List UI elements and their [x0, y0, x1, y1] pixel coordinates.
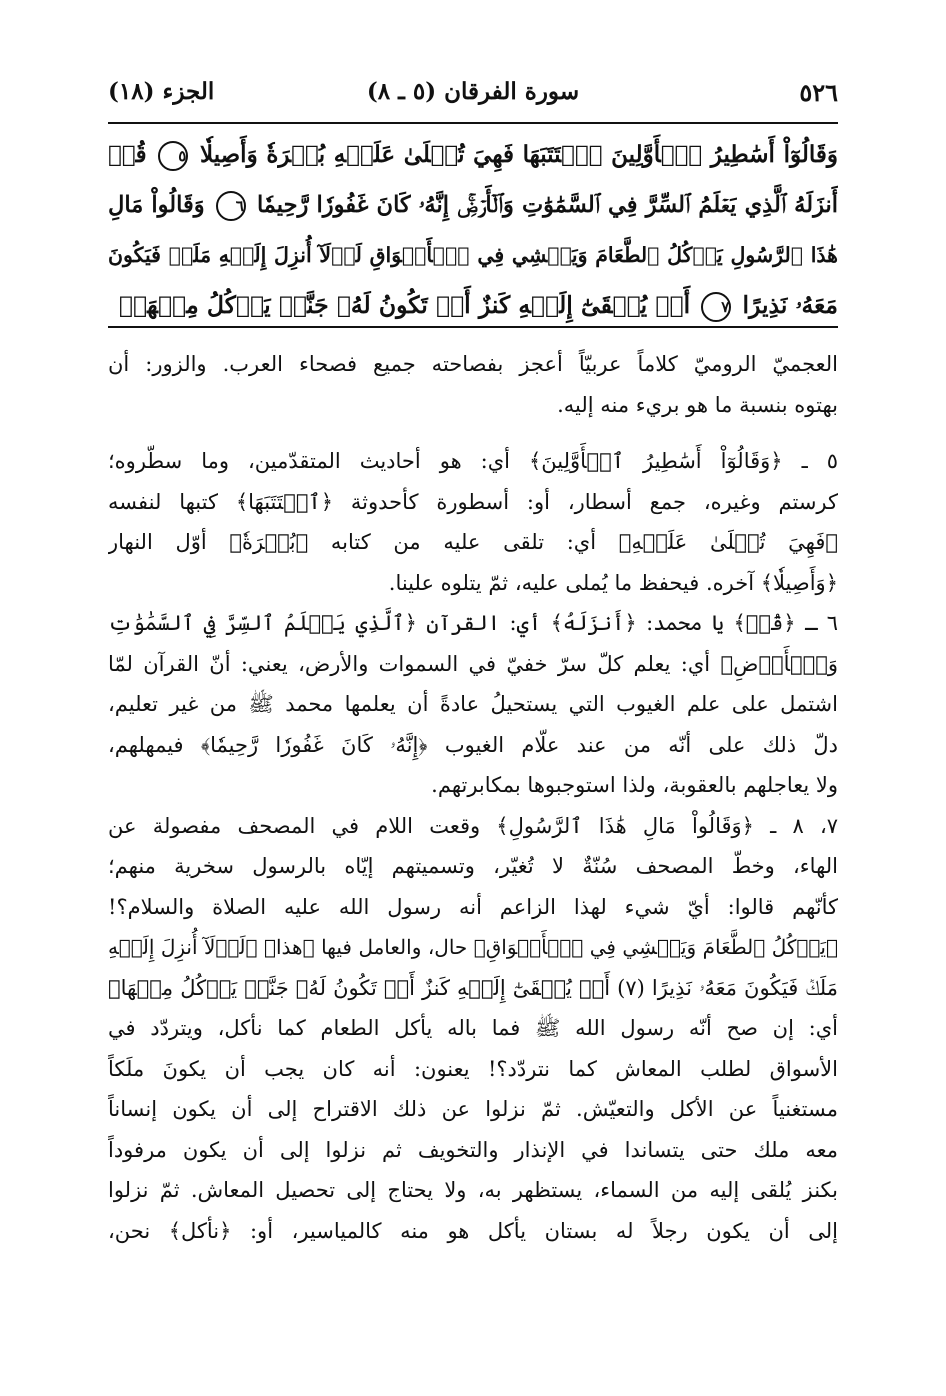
quran-verses-block — [108, 130, 838, 330]
verses-divider — [108, 326, 838, 328]
quran-line — [108, 280, 838, 330]
quran-line — [108, 180, 838, 230]
ayah-number-mark: ٦ — [216, 191, 246, 221]
commentary-line: معه ملك حتى يتساندا في الإنذار والتخويف ثم نزلوا إلى أن يكون مرفوداً — [108, 1137, 838, 1162]
verse-text: قُلۡ — [108, 141, 147, 168]
commentary-line: ٧، ٨ ـ ﴿وَقَالُواْ مَالِ هَٰذَا ٱلرَّسُولِ﴾ وقعت اللام في المصحف مفصولة عن — [108, 813, 838, 838]
commentary-line: بكنز يُلقى إليه من السماء، يستظهر به، ولا يحتاج إلى تحصيل المعاش. ثمّ نزلوا — [108, 1178, 838, 1202]
commentary-line: مَلَكٞ فَيَكُونَ مَعَهُۥ نَذِيرًا (٧) أَوۡ يُلۡقَىٰٓ إِلَيۡهِ كَنزٌ أَوۡ تَكُونُ لَهُۥ جَنَّةٞ يَأۡكُلُ مِنۡهَا﴾ — [108, 975, 838, 1000]
commentary-line: كأنّهم قالوا: أيّ شيء لهذا الزاعم أنه رسول الله عليه الصلاة والسلام؟! — [108, 894, 838, 919]
header-divider — [108, 122, 838, 124]
commentary-line: أي: إن صح أنّه رسول الله ﷺ فما باله يأكل الطعام كما نأكل، ويتردّد في — [108, 1016, 838, 1040]
commentary-body — [108, 344, 838, 1251]
ayah-number-mark: ٥ — [158, 141, 188, 171]
commentary-line: ﴿يَأۡكُلُ ٱلطَّعَامَ وَيَمۡشِي فِي ٱلۡأَسۡوَاقِ﴾ حال، والعامل فيها ﴿هذا﴾ ﴿لَوۡلَآ أُنزِلَ إِلَيۡهِ — [108, 935, 838, 959]
verse-text: أَنزَلَهُ ٱلَّذِي يَعۡلَمُ ٱلسِّرَّ فِي ٱلسَّمَٰوَٰتِ وَٱلۡأَرۡضِۚ إِنَّهُۥ كَانَ غَفُورٗا رَّحِيمٗا — [256, 192, 838, 218]
commentary-line: اشتمل على علم الغيوب التي يستحيلُ عادةً أن يعلمها محمد ﷺ من غير تعليم، — [108, 692, 838, 716]
verse-text: هَٰذَا ٱلرَّسُولِ يَأۡكُلُ ٱلطَّعَامَ وَيَمۡشِي فِي ٱلۡأَسۡوَاقِ لَوۡلَآ أُنزِلَ إِلَيۡهِ مَلَكٞ فَيَكُونَ — [108, 243, 838, 267]
commentary-line: إلى أن يكون رجلاً له بستان يأكل هو منه كالمياسير، أو: ﴿نأكل﴾ نحن، — [108, 1218, 838, 1243]
commentary-line: ﴿فَهِيَ تُمۡلَىٰ عَلَيۡهِ﴾ أي: تلقى عليه من كتابه ﴿بُكۡرَةٗ﴾ أوّل النهار — [108, 530, 838, 554]
verse-text: وَقَالُواْ مَالِ — [108, 192, 205, 218]
commentary-line: الأسواق لطلب المعاش كما نتردّد؟! يعنون: أنه كان يجب أن يكونَ ملَكاً — [108, 1056, 838, 1081]
ayah-number-mark: ٧ — [701, 292, 731, 322]
commentary-line: ٦ ـ ﴿قُلۡ﴾ يا محمد: ﴿أَنزَلَهُ﴾ أي: القرآن ﴿ٱلَّذِي يَعۡلَمُ ٱلسِّرَّ فِي ٱلسَّمَٰوَٰتِ — [108, 611, 838, 635]
commentary-line: كرستم وغيره، جمع أسطار، أو: أسطورة كأحدوثة ﴿ٱكۡتَتَبَهَا﴾ كتبها لنفسه — [108, 489, 838, 514]
page-number: ٥٢٦ — [799, 78, 838, 107]
verse-text: أَوۡ يُلۡقَىٰٓ إِلَيۡهِ كَنزٌ أَوۡ تَكُونُ لَهُۥ جَنَّةٞ يَأۡكُلُ مِنۡهَاۚ — [118, 291, 691, 319]
commentary-line: الهاء، وخطّ المصحف سُنّةٌ لا تُغيّر، وتسميتهم إيّاه بالرسول سخرية منهم؛ — [108, 854, 838, 878]
juz-label: الجزء (١٨) — [108, 78, 215, 105]
commentary-line: مستغنياً عن الأكل والتعيّش. ثمّ نزلوا عن ذلك الاقتراح إلى أن يكون إنساناً — [108, 1097, 838, 1121]
commentary-line: وَٱلۡأَرۡضِ﴾ أي: يعلم كلّ سرّ خفيّ في السموات والأرض، يعني: أنّ القرآن لمّا — [108, 651, 838, 676]
commentary-line: ﴿وَأَصِيلٗا﴾ آخره. فيحفظ ما يُملى عليه، ثمّ يتلوه علينا. — [388, 570, 838, 595]
verse-text: مَعَهُۥ نَذِيرًا — [742, 291, 838, 319]
page-header — [108, 78, 838, 120]
quran-line — [108, 130, 838, 180]
quran-line — [108, 230, 838, 280]
verse-text: وَقَالُوٓاْ أَسَٰطِيرُ ٱلۡأَوَّلِينَ ٱكۡتَتَبَهَا فَهِيَ تُمۡلَىٰ عَلَيۡهِ بُكۡرَةٗ وَأَصِيلٗا — [199, 141, 838, 168]
commentary-line: ولا يعاجلهم بالعقوبة، ولذا استوجبوها بمكابرتهم. — [431, 773, 838, 797]
surah-title: سورة الفرقان (٥ ـ ٨) — [366, 78, 580, 105]
commentary-line: بهتوه بنسبة ما هو بريء منه إليه. — [557, 392, 838, 417]
commentary-line: ٥ ـ ﴿وَقَالُوٓاْ أَسَٰطِيرُ ٱلۡأَوَّلِينَ﴾ أي: هو أحاديث المتقدّمين، وما سطّروه؛ — [108, 449, 838, 473]
commentary-line: العجميّ الروميّ كلاماً عربيّاً أعجز بفصاحته جميع فصحاء العرب. والزور: أن — [108, 352, 838, 376]
commentary-line: دلّ ذلك على أنّه من عند علّام الغيوب ﴿إِنَّهُۥ كَانَ غَفُورٗا رَّحِيمٗا﴾ فيمهلهم، — [108, 732, 838, 757]
